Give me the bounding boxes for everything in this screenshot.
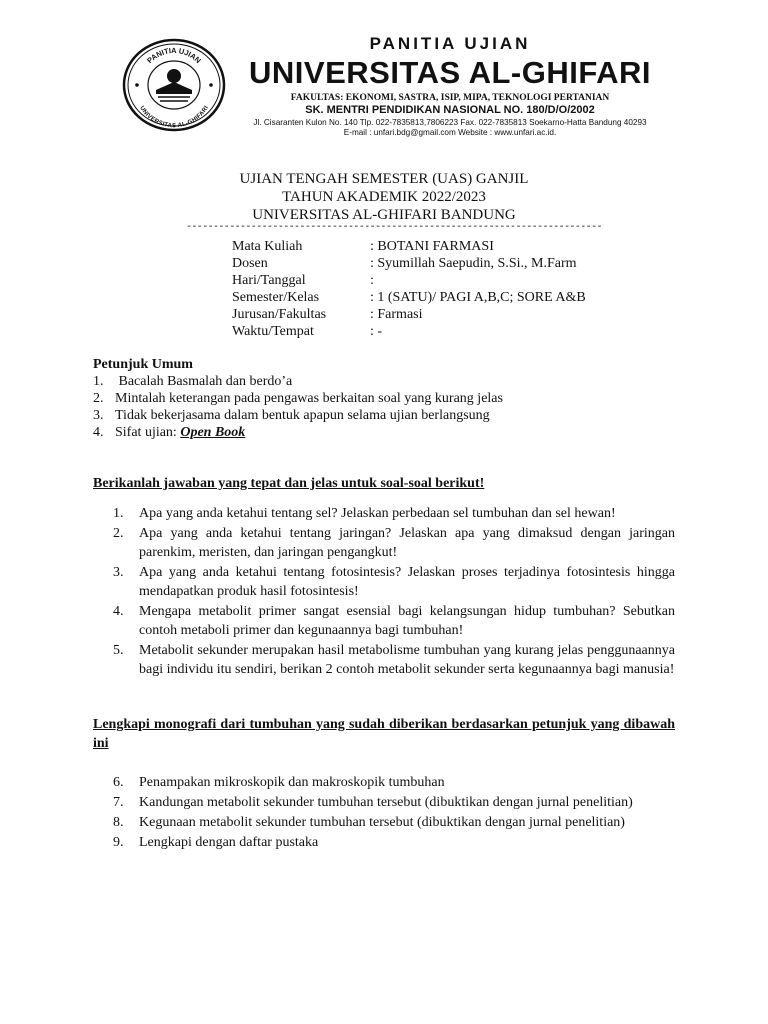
committee-title: PANITIA UJIAN xyxy=(369,34,531,53)
course-info xyxy=(232,238,586,340)
item-number: 3. xyxy=(93,408,104,423)
question-item xyxy=(113,504,675,523)
question-item xyxy=(113,524,675,562)
item-text: Bacalah Basmalah dan berdo’a xyxy=(115,374,293,389)
info-value: : - xyxy=(370,324,383,339)
info-row xyxy=(232,323,586,340)
letterhead xyxy=(240,32,660,137)
question-number: 2. xyxy=(113,526,124,541)
exam-titles xyxy=(0,170,768,224)
question-text: Metabolit sekunder merupakan hasil metabolisme tumbuhan yang kurang jelas penggunaannya bagi individu itu sendiri, berikan 2 contoh metabolit sekunder serta kegunaannya bagi manusia! xyxy=(139,643,675,677)
info-row xyxy=(232,272,586,289)
question-item xyxy=(113,773,675,792)
question-number: 1. xyxy=(113,506,124,521)
university-name: UNIVERSITAS AL-GHIFARI xyxy=(249,55,651,90)
separator-line: ----------------------------------------------------------------------------- xyxy=(186,222,602,233)
seal-top-text: PANITIA UJIAN xyxy=(145,45,203,66)
question-item xyxy=(113,563,675,601)
info-label: Semester/Kelas xyxy=(232,290,320,305)
info-value: : 1 (SATU)/ PAGI A,B,C; SORE A&B xyxy=(370,290,586,305)
faculties-line: FAKULTAS: EKONOMI, SASTRA, ISIP, MIPA, TEKNOLOGI PERTANIAN xyxy=(290,93,610,103)
item-text: Mintalah keterangan pada pengawas berkaitan soal yang kurang jelas xyxy=(115,391,503,406)
section1-questions xyxy=(113,504,675,680)
general-instructions xyxy=(93,356,503,441)
svg-text:PANITIA UJIAN xyxy=(145,46,203,65)
list-item xyxy=(93,373,503,390)
section2-questions xyxy=(113,773,675,853)
list-item xyxy=(93,407,503,424)
info-label: Mata Kuliah xyxy=(232,239,303,254)
question-text: Apa yang anda ketahui tentang fotosintesis? Jelaskan proses terjadinya fotosintesis hingga mendapatkan produk hasil fotosintesis! xyxy=(139,565,675,599)
question-text: Penampakan mikroskopik dan makroskopik tumbuhan xyxy=(139,775,445,790)
question-text: Apa yang anda ketahui tentang sel? Jelaskan perbedaan sel tumbuhan dan sel hewan! xyxy=(139,506,616,521)
university-seal-icon xyxy=(122,38,226,132)
address-line: Jl. Cisaranten Kulon No. 140 Tlp. 022-7835813,7806223 Fax. 022-7835813 Soekarno-Hatta Bandung 40293 xyxy=(253,118,647,127)
question-number: 5. xyxy=(113,643,124,658)
section2-heading: Lengkapi monografi dari tumbuhan yang sudah diberikan berdasarkan petunjuk yang dibawah ini xyxy=(93,717,675,751)
question-text: Mengapa metabolit primer sangat esensial bagi kelangsungan hidup tumbuhan? Sebutkan contoh metaboli primer dan kegunaannya bagi tumbuhan! xyxy=(139,604,675,638)
question-item xyxy=(113,813,675,832)
question-text: Lengkapi dengan daftar pustaka xyxy=(139,835,319,850)
info-label: Jurusan/Fakultas xyxy=(232,307,327,322)
info-value: : Syumillah Saepudin, S.Si., M.Farm xyxy=(370,256,577,271)
info-label: Hari/Tanggal xyxy=(232,273,306,288)
info-row xyxy=(232,289,586,306)
info-label: Waktu/Tempat xyxy=(232,324,314,339)
item-number: 4. xyxy=(93,425,104,440)
question-number: 3. xyxy=(113,565,124,580)
question-number: 7. xyxy=(113,795,124,810)
question-number: 4. xyxy=(113,604,124,619)
info-row xyxy=(232,306,586,323)
info-row xyxy=(232,255,586,272)
item-number: 1. xyxy=(93,374,104,389)
exam-university: UNIVERSITAS AL-GHIFARI BANDUNG xyxy=(252,207,516,223)
section1-heading: Berikanlah jawaban yang tepat dan jelas untuk soal-soal berikut! xyxy=(93,476,485,491)
item-number: 2. xyxy=(93,391,104,406)
info-value: : xyxy=(370,273,374,288)
item-text-with-emphasis xyxy=(115,424,245,441)
info-label: Dosen xyxy=(232,256,268,271)
question-number: 6. xyxy=(113,775,124,790)
contact-line: E-mail : unfari.bdg@gmail.com Website : www.unfari.ac.id. xyxy=(343,128,557,137)
question-text: Kandungan metabolit sekunder tumbuhan tersebut (dibuktikan dengan jurnal penelitian) xyxy=(139,795,633,810)
exam-title: UJIAN TENGAH SEMESTER (UAS) GANJIL xyxy=(239,171,529,187)
academic-year: TAHUN AKADEMIK 2022/2023 xyxy=(282,189,486,205)
question-text: Apa yang anda ketahui tentang jaringan? Jelaskan apa yang dimaksud dengan jaringan parenkim, meristen, dan jaringan pengangkut! xyxy=(139,526,675,560)
info-row xyxy=(232,238,586,255)
info-value: : Farmasi xyxy=(370,307,423,322)
question-item xyxy=(113,793,675,812)
item-text: Sifat ujian: xyxy=(115,425,181,440)
question-number: 8. xyxy=(113,815,124,830)
item-text: Tidak bekerjasama dalam bentuk apapun selama ujian berlangsung xyxy=(115,408,490,423)
decree-line: SK. MENTRI PENDIDIKAN NASIONAL NO. 180/D/O/2002 xyxy=(305,104,595,116)
question-item xyxy=(113,833,675,852)
question-item xyxy=(113,641,675,679)
info-value: : BOTANI FARMASI xyxy=(370,239,494,254)
instructions-title: Petunjuk Umum xyxy=(93,357,193,372)
list-item xyxy=(93,424,503,441)
list-item xyxy=(93,390,503,407)
seal-bottom-text: UNIVERSITAS AL-GHIFARI xyxy=(138,105,210,130)
exam-nature: Open Book xyxy=(180,425,246,440)
question-item xyxy=(113,602,675,640)
question-text: Kegunaan metabolit sekunder tumbuhan tersebut (dibuktikan dengan jurnal penelitian) xyxy=(139,815,625,830)
question-number: 9. xyxy=(113,835,124,850)
